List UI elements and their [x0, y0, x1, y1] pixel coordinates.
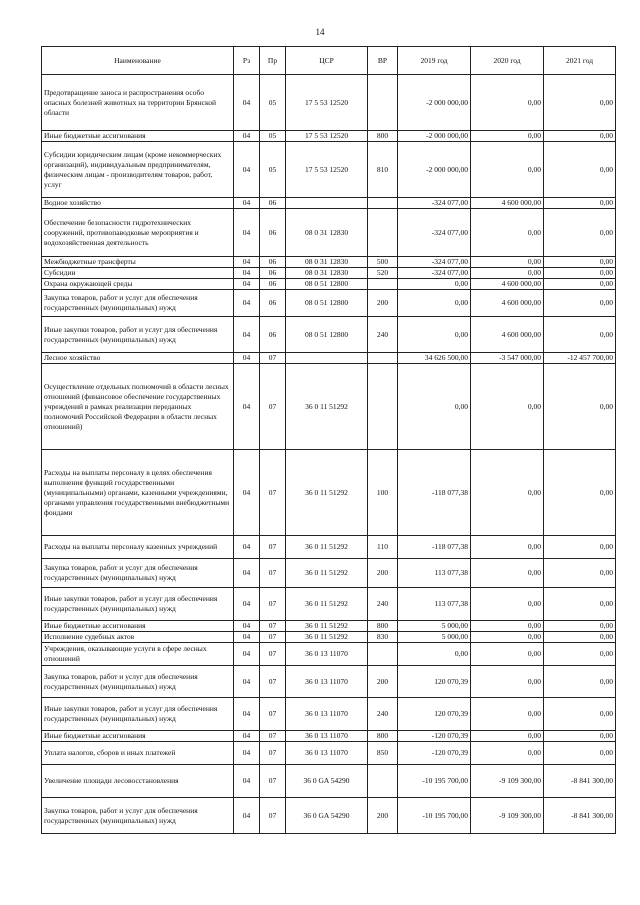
cell-2020: 4 600 000,00 — [471, 290, 544, 317]
cell-2019: 34 626 500,00 — [398, 353, 471, 364]
cell-name: Закупка товаров, работ и услуг для обеспечения государственных (муниципальных) нужд — [42, 290, 234, 317]
cell-2019: -120 070,39 — [398, 731, 471, 742]
table-row — [42, 257, 616, 268]
cell-rz: 04 — [234, 364, 260, 450]
page-number: 14 — [315, 27, 325, 37]
cell-2021: 0,00 — [544, 666, 616, 698]
cell-rz: 04 — [234, 257, 260, 268]
table-row — [42, 536, 616, 559]
cell-2019: -10 195 700,00 — [398, 765, 471, 798]
cell-2019: 0,00 — [398, 643, 471, 666]
cell-name: Иные закупки товаров, работ и услуг для обеспечения государственных (муниципальных) нужд — [42, 317, 234, 353]
cell-rz: 04 — [234, 268, 260, 279]
cell-2020: 0,00 — [471, 643, 544, 666]
cell-2021: 0,00 — [544, 279, 616, 290]
cell-rz: 04 — [234, 131, 260, 142]
cell-2021: 0,00 — [544, 209, 616, 257]
cell-vr: 850 — [368, 742, 398, 765]
budget-table — [41, 46, 616, 834]
cell-vr — [368, 198, 398, 209]
cell-2021: 0,00 — [544, 536, 616, 559]
cell-rz: 04 — [234, 142, 260, 198]
cell-rz: 04 — [234, 698, 260, 731]
table-row — [42, 765, 616, 798]
cell-2020: -3 547 000,00 — [471, 353, 544, 364]
table-row — [42, 621, 616, 632]
cell-pr: 07 — [260, 536, 286, 559]
cell-2021: 0,00 — [544, 621, 616, 632]
table-row — [42, 798, 616, 834]
cell-2019: -324 077,00 — [398, 198, 471, 209]
cell-rz: 04 — [234, 317, 260, 353]
cell-2019: -324 077,00 — [398, 209, 471, 257]
cell-csr: 36 0 GA 54290 — [286, 798, 368, 834]
cell-pr: 05 — [260, 131, 286, 142]
cell-name: Иные закупки товаров, работ и услуг для обеспечения государственных (муниципальных) нужд — [42, 588, 234, 621]
cell-csr: 36 0 11 51292 — [286, 450, 368, 536]
header-vr: ВР — [368, 47, 398, 75]
cell-vr: 500 — [368, 257, 398, 268]
table-row — [42, 290, 616, 317]
cell-csr — [286, 198, 368, 209]
cell-name: Уплата налогов, сборов и иных платежей — [42, 742, 234, 765]
cell-csr: 08 0 31 12830 — [286, 257, 368, 268]
cell-2020: 4 600 000,00 — [471, 198, 544, 209]
cell-2019: 120 070,39 — [398, 698, 471, 731]
table-row — [42, 142, 616, 198]
cell-2021: 0,00 — [544, 75, 616, 131]
cell-pr: 07 — [260, 621, 286, 632]
cell-rz: 04 — [234, 353, 260, 364]
table-row — [42, 364, 616, 450]
cell-name: Закупка товаров, работ и услуг для обеспечения государственных (муниципальных) нужд — [42, 666, 234, 698]
table-row — [42, 131, 616, 142]
cell-2020: 0,00 — [471, 75, 544, 131]
cell-2020: -9 109 300,00 — [471, 798, 544, 834]
cell-2021: 0,00 — [544, 450, 616, 536]
cell-2021: 0,00 — [544, 632, 616, 643]
cell-vr — [368, 209, 398, 257]
cell-2021: -8 841 300,00 — [544, 765, 616, 798]
cell-2019: 0,00 — [398, 364, 471, 450]
cell-vr — [368, 353, 398, 364]
cell-pr: 07 — [260, 798, 286, 834]
cell-csr: 36 0 11 51292 — [286, 364, 368, 450]
cell-pr: 07 — [260, 353, 286, 364]
cell-rz: 04 — [234, 765, 260, 798]
cell-2021: -8 841 300,00 — [544, 798, 616, 834]
cell-2019: -324 077,00 — [398, 268, 471, 279]
cell-pr: 05 — [260, 142, 286, 198]
cell-vr: 830 — [368, 632, 398, 643]
header-2020: 2020 год — [471, 47, 544, 75]
cell-name: Иные закупки товаров, работ и услуг для обеспечения государственных (муниципальных) нужд — [42, 698, 234, 731]
cell-2020: 0,00 — [471, 536, 544, 559]
table-row — [42, 742, 616, 765]
cell-rz: 04 — [234, 450, 260, 536]
cell-vr: 110 — [368, 536, 398, 559]
cell-name: Осуществление отдельных полномочий в области лесных отношений (финансовое обеспечение государственных учреждений в рамках реализации переданных полномочий Российской Федерации в области лесных отношений) — [42, 364, 234, 450]
table-row — [42, 643, 616, 666]
cell-2021: 0,00 — [544, 643, 616, 666]
cell-2021: 0,00 — [544, 731, 616, 742]
table-row — [42, 632, 616, 643]
cell-2020: 4 600 000,00 — [471, 279, 544, 290]
cell-2020: 0,00 — [471, 666, 544, 698]
cell-vr: 810 — [368, 142, 398, 198]
cell-name: Предотвращение заноса и распространения особо опасных болезней животных на территории Брянской области — [42, 75, 234, 131]
cell-name: Межбюджетные трансферты — [42, 257, 234, 268]
cell-name: Увеличение площади лесовосстановления — [42, 765, 234, 798]
table-row — [42, 353, 616, 364]
cell-pr: 07 — [260, 364, 286, 450]
cell-2019: 0,00 — [398, 290, 471, 317]
cell-vr: 800 — [368, 731, 398, 742]
cell-2020: 0,00 — [471, 257, 544, 268]
cell-name: Исполнение судебных актов — [42, 632, 234, 643]
cell-2020: 0,00 — [471, 588, 544, 621]
header-2021: 2021 год — [544, 47, 616, 75]
cell-rz: 04 — [234, 75, 260, 131]
cell-2020: 0,00 — [471, 559, 544, 588]
cell-2019: -118 077,38 — [398, 536, 471, 559]
cell-name: Расходы на выплаты персоналу в целях обеспечения выполнения функций государственными (муниципальными) органами, казенными учреждениями, органами управления государственными внебюджетными фондами — [42, 450, 234, 536]
cell-2021: 0,00 — [544, 142, 616, 198]
cell-rz: 04 — [234, 209, 260, 257]
cell-rz: 04 — [234, 279, 260, 290]
cell-vr — [368, 75, 398, 131]
cell-pr: 06 — [260, 257, 286, 268]
cell-rz: 04 — [234, 643, 260, 666]
cell-csr: 36 0 13 11070 — [286, 666, 368, 698]
cell-vr — [368, 364, 398, 450]
cell-csr: 36 0 GA 54290 — [286, 765, 368, 798]
cell-vr: 240 — [368, 588, 398, 621]
cell-2021: 0,00 — [544, 198, 616, 209]
cell-rz: 04 — [234, 198, 260, 209]
cell-csr: 36 0 13 11070 — [286, 731, 368, 742]
cell-2020: 0,00 — [471, 632, 544, 643]
cell-2019: 5 000,00 — [398, 632, 471, 643]
cell-pr: 06 — [260, 279, 286, 290]
cell-vr: 240 — [368, 317, 398, 353]
cell-2019: 5 000,00 — [398, 621, 471, 632]
cell-vr: 800 — [368, 621, 398, 632]
cell-pr: 07 — [260, 632, 286, 643]
cell-pr: 07 — [260, 559, 286, 588]
cell-2021: 0,00 — [544, 742, 616, 765]
cell-2019: -2 000 000,00 — [398, 142, 471, 198]
cell-2021: 0,00 — [544, 698, 616, 731]
cell-pr: 06 — [260, 198, 286, 209]
cell-2020: 0,00 — [471, 621, 544, 632]
cell-rz: 04 — [234, 559, 260, 588]
table-row — [42, 268, 616, 279]
header-name: Наименование — [42, 47, 234, 75]
cell-csr: 08 0 31 12830 — [286, 268, 368, 279]
header-csr: ЦСР — [286, 47, 368, 75]
cell-name: Обеспечение безопасности гидротехнических сооружений, противопаводковые мероприятия и водохозяйственная деятельность — [42, 209, 234, 257]
header-rz: Рз — [234, 47, 260, 75]
cell-csr: 08 0 31 12830 — [286, 209, 368, 257]
cell-name: Закупка товаров, работ и услуг для обеспечения государственных (муниципальных) нужд — [42, 559, 234, 588]
table-row — [42, 279, 616, 290]
cell-2020: 0,00 — [471, 268, 544, 279]
cell-2019: 113 077,38 — [398, 559, 471, 588]
cell-vr — [368, 643, 398, 666]
cell-2021: 0,00 — [544, 559, 616, 588]
cell-name: Иные бюджетные ассигнования — [42, 621, 234, 632]
cell-rz: 04 — [234, 536, 260, 559]
table-row — [42, 75, 616, 131]
cell-name: Закупка товаров, работ и услуг для обеспечения государственных (муниципальных) нужд — [42, 798, 234, 834]
cell-2019: -120 070,39 — [398, 742, 471, 765]
cell-rz: 04 — [234, 632, 260, 643]
header-row — [42, 47, 616, 75]
cell-name: Лесное хозяйство — [42, 353, 234, 364]
header-pr: Пр — [260, 47, 286, 75]
cell-csr: 36 0 11 51292 — [286, 621, 368, 632]
cell-vr: 200 — [368, 666, 398, 698]
cell-vr: 200 — [368, 290, 398, 317]
cell-csr: 36 0 11 51292 — [286, 632, 368, 643]
cell-2021: 0,00 — [544, 588, 616, 621]
cell-name: Водное хозяйство — [42, 198, 234, 209]
cell-2019: 120 070,39 — [398, 666, 471, 698]
cell-csr: 17 5 53 12520 — [286, 75, 368, 131]
cell-2021: 0,00 — [544, 317, 616, 353]
cell-pr: 06 — [260, 268, 286, 279]
cell-2020: 0,00 — [471, 450, 544, 536]
cell-vr: 200 — [368, 798, 398, 834]
cell-name: Иные бюджетные ассигнования — [42, 131, 234, 142]
cell-rz: 04 — [234, 290, 260, 317]
cell-2019: -2 000 000,00 — [398, 75, 471, 131]
cell-csr: 08 0 51 12800 — [286, 290, 368, 317]
cell-rz: 04 — [234, 666, 260, 698]
cell-rz: 04 — [234, 588, 260, 621]
cell-2021: -12 457 700,00 — [544, 353, 616, 364]
table-row — [42, 209, 616, 257]
cell-2020: -9 109 300,00 — [471, 765, 544, 798]
cell-2019: -10 195 700,00 — [398, 798, 471, 834]
cell-pr: 07 — [260, 666, 286, 698]
cell-csr: 36 0 13 11070 — [286, 742, 368, 765]
cell-2019: -324 077,00 — [398, 257, 471, 268]
cell-2021: 0,00 — [544, 290, 616, 317]
cell-rz: 04 — [234, 742, 260, 765]
cell-2019: 113 077,38 — [398, 588, 471, 621]
cell-pr: 06 — [260, 290, 286, 317]
cell-pr: 07 — [260, 698, 286, 731]
cell-2020: 0,00 — [471, 731, 544, 742]
cell-name: Иные бюджетные ассигнования — [42, 731, 234, 742]
cell-csr: 36 0 13 11070 — [286, 698, 368, 731]
cell-csr: 08 0 51 12800 — [286, 279, 368, 290]
cell-pr: 07 — [260, 643, 286, 666]
cell-vr: 200 — [368, 559, 398, 588]
cell-vr: 800 — [368, 131, 398, 142]
table-row — [42, 666, 616, 698]
cell-2021: 0,00 — [544, 364, 616, 450]
table-row — [42, 588, 616, 621]
cell-2020: 0,00 — [471, 698, 544, 731]
cell-pr: 05 — [260, 75, 286, 131]
cell-pr: 07 — [260, 450, 286, 536]
table-row — [42, 198, 616, 209]
cell-rz: 04 — [234, 621, 260, 632]
cell-pr: 07 — [260, 742, 286, 765]
cell-vr: 520 — [368, 268, 398, 279]
cell-rz: 04 — [234, 798, 260, 834]
cell-csr: 17 5 53 12520 — [286, 142, 368, 198]
cell-csr: 36 0 11 51292 — [286, 588, 368, 621]
cell-name: Субсидии — [42, 268, 234, 279]
cell-csr — [286, 353, 368, 364]
cell-2020: 0,00 — [471, 364, 544, 450]
cell-vr: 100 — [368, 450, 398, 536]
cell-csr: 36 0 11 51292 — [286, 559, 368, 588]
cell-vr — [368, 279, 398, 290]
cell-2019: 0,00 — [398, 317, 471, 353]
cell-name: Учреждения, оказывающие услуги в сфере лесных отношений — [42, 643, 234, 666]
table-row — [42, 559, 616, 588]
cell-rz: 04 — [234, 731, 260, 742]
cell-pr: 07 — [260, 765, 286, 798]
cell-name: Расходы на выплаты персоналу казенных учреждений — [42, 536, 234, 559]
table-row — [42, 731, 616, 742]
cell-2019: 0,00 — [398, 279, 471, 290]
cell-pr: 07 — [260, 731, 286, 742]
cell-2020: 0,00 — [471, 209, 544, 257]
cell-2020: 0,00 — [471, 142, 544, 198]
cell-pr: 07 — [260, 588, 286, 621]
cell-csr: 08 0 51 12800 — [286, 317, 368, 353]
cell-2020: 0,00 — [471, 742, 544, 765]
table-row — [42, 317, 616, 353]
table-row — [42, 450, 616, 536]
cell-2020: 0,00 — [471, 131, 544, 142]
cell-2019: -2 000 000,00 — [398, 131, 471, 142]
cell-2021: 0,00 — [544, 268, 616, 279]
cell-2020: 4 600 000,00 — [471, 317, 544, 353]
cell-csr: 17 5 53 12520 — [286, 131, 368, 142]
cell-name: Охрана окружающей среды — [42, 279, 234, 290]
table-row — [42, 698, 616, 731]
cell-name: Субсидии юридическим лицам (кроме некоммерческих организаций), индивидуальным предпринимателям, физическим лицам - производителям товаров, работ, услуг — [42, 142, 234, 198]
cell-vr — [368, 765, 398, 798]
cell-csr: 36 0 11 51292 — [286, 536, 368, 559]
cell-pr: 06 — [260, 209, 286, 257]
cell-vr: 240 — [368, 698, 398, 731]
cell-2019: -118 077,38 — [398, 450, 471, 536]
cell-csr: 36 0 13 11070 — [286, 643, 368, 666]
cell-2021: 0,00 — [544, 131, 616, 142]
cell-2021: 0,00 — [544, 257, 616, 268]
cell-pr: 06 — [260, 317, 286, 353]
header-2019: 2019 год — [398, 47, 471, 75]
